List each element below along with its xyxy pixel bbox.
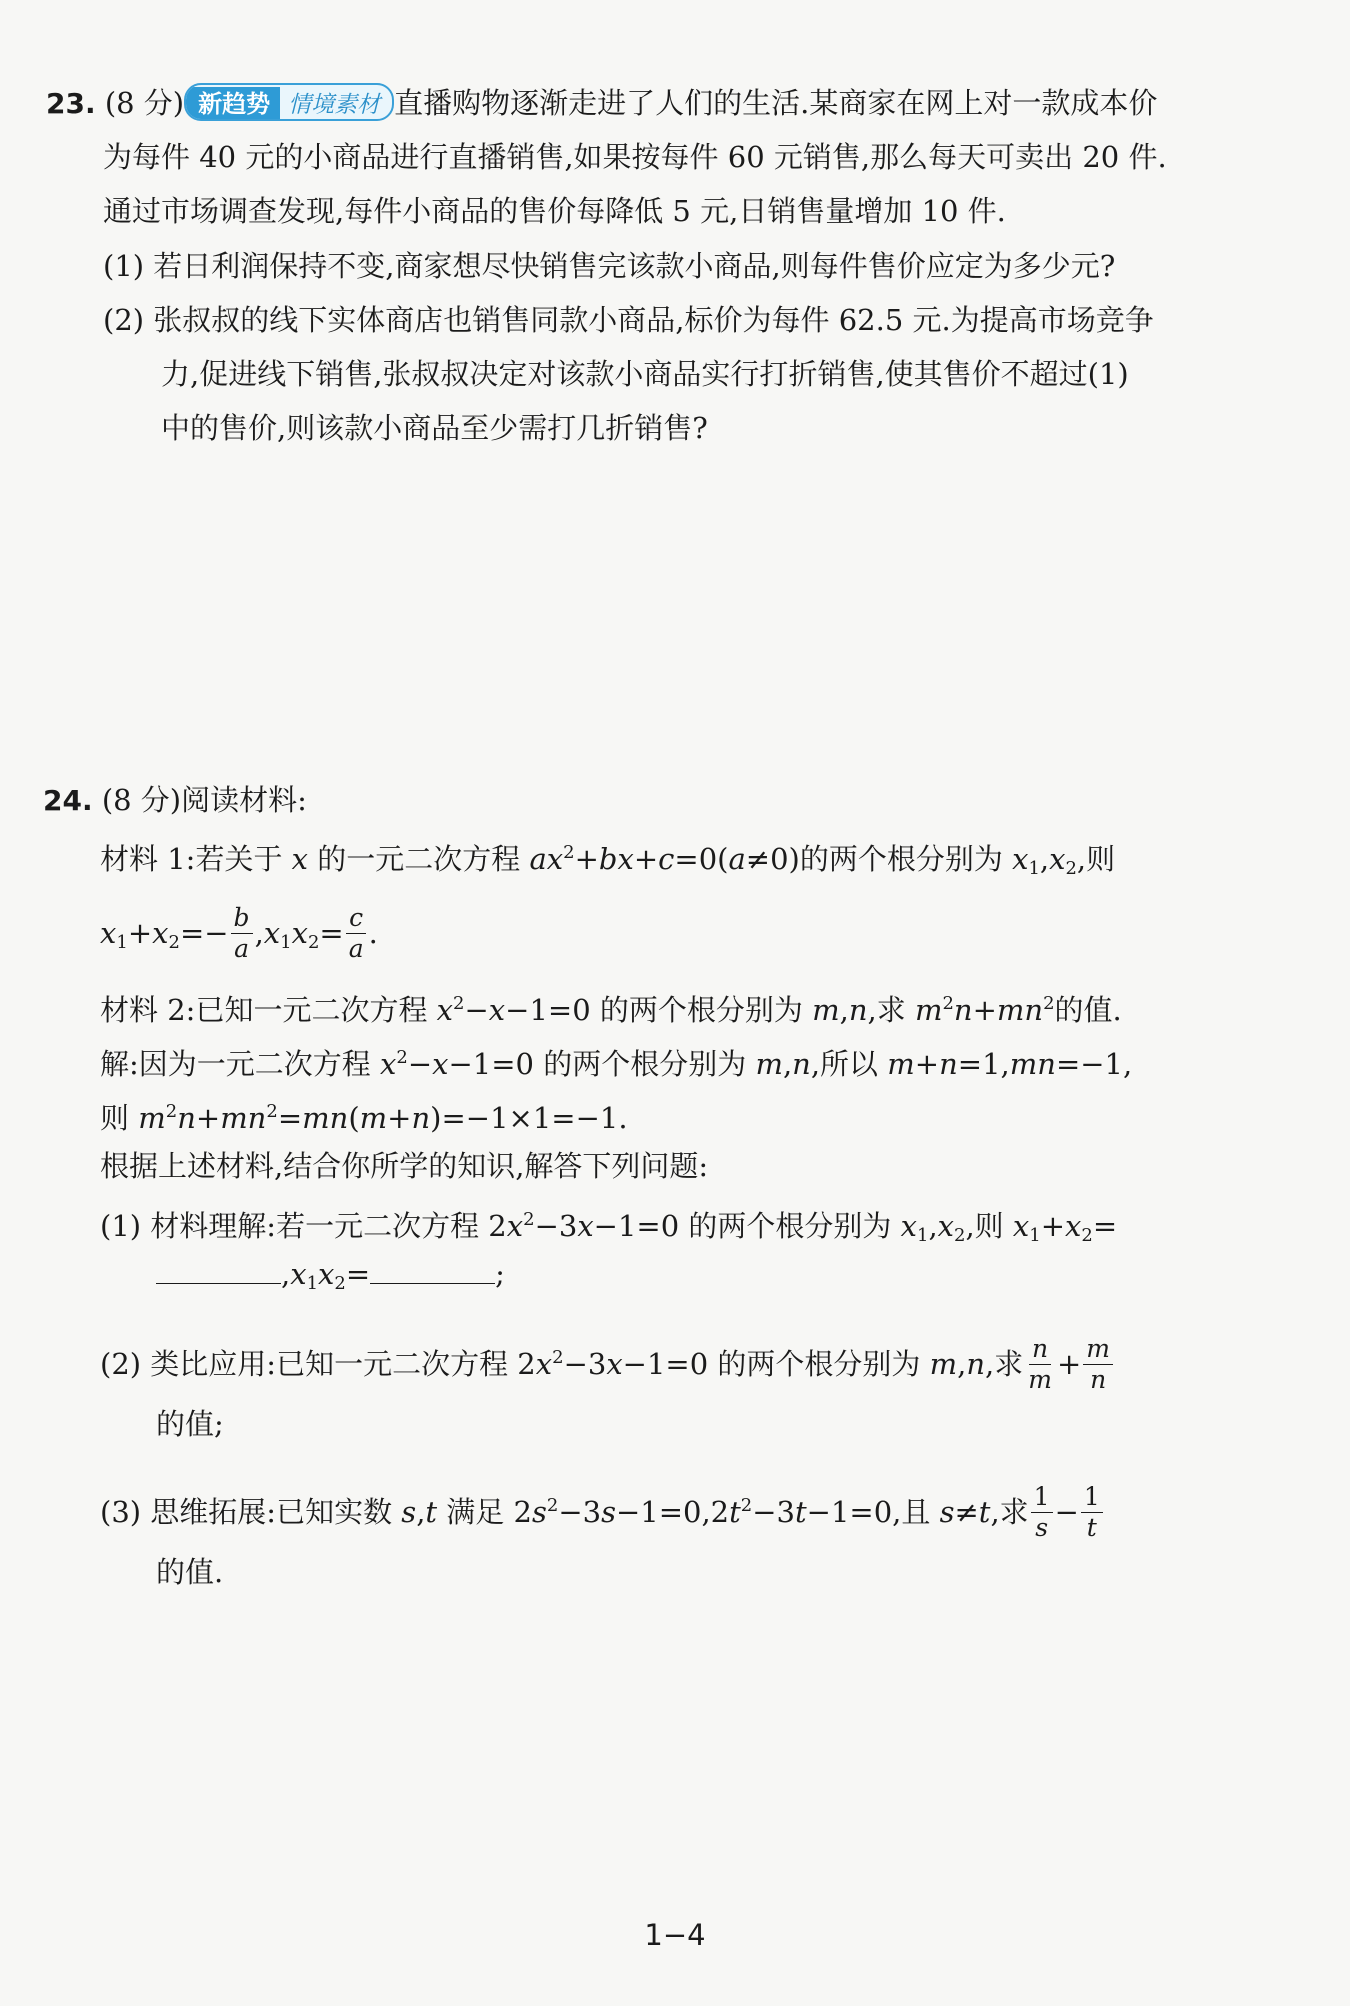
q24-material-1-line-2: $x_1+x_2=-$ $\frac{b}{a}$ $,x_1x_2=$ $\frac{c}{a}$ . (100, 902, 378, 963)
q24-part-3-line-1: (3) 思维拓展:已知实数 s,t 满足 $2s^2-3s-1=0,2t^2-3t-1=0$,且 s≠t,求 $\frac{1}{s}$ − $\frac{1}{t}$ (100, 1476, 1105, 1545)
page-number: 1−4 (644, 1918, 706, 1952)
q23-number: 23. (46, 87, 96, 120)
q24-part-3-line-2: 的值. (156, 1555, 224, 1589)
q23-stem-1: 直播购物逐渐走进了人们的生活.某商家在网上对一款成本价 (394, 86, 1158, 120)
q24-number: 24. (43, 784, 93, 817)
fraction-c-over-a: $\frac{c}{a}$ (346, 903, 367, 964)
fraction-m-over-n: $\frac{m}{n}$ (1083, 1334, 1113, 1395)
badge-trend: 新趋势 (186, 87, 280, 121)
q23-score: (8 分) (104, 86, 185, 120)
fraction-n-over-m: $\frac{n}{m}$ (1028, 1333, 1052, 1394)
q24-material-1-line-1: 材料 1:若关于 x 的一元二次方程 $ax^2+bx+c=0(a\ne 0)$的两个根分别为 $x_1,x_2$,则 (100, 842, 1116, 879)
q23-part-2-line-3: 中的售价,则该款小商品至少需打几折销售? (161, 411, 708, 445)
q23-stem-2: 为每件 40 元的小商品进行直播销售,如果按每件 60 元销售,那么每天可卖出 20 件. (103, 140, 1167, 174)
fraction-1-over-s: $\frac{1}{s}$ (1031, 1482, 1053, 1543)
q24-instruction: 根据上述材料,结合你所学的知识,解答下列问题: (100, 1149, 709, 1183)
q24-solution-line-2: 则 $m^2n+mn^2=mn(m+n)=-1\times 1=-1$. (100, 1101, 628, 1135)
answer-blank-product[interactable] (370, 1255, 495, 1284)
q23-stem-3: 通过市场调查发现,每件小商品的售价每降低 5 元,日销售量增加 10 件. (103, 194, 1006, 228)
q24-score: (8 分) (101, 783, 182, 817)
fraction-b-over-a: $\frac{b}{a}$ (231, 903, 253, 964)
q24-line-1 (43, 780, 307, 821)
q24-solution-line-1: 解:因为一元二次方程 $x^2-x-1=0$ 的两个根分别为 m,n,所以 m+n=1,mn=−1, (100, 1047, 1133, 1081)
q24-part-2-line-1: (2) 类比应用:已知一元二次方程 $2x^2-3x-1=0$ 的两个根分别为 m,n,求 $\frac{n}{m}$ + $\frac{m}{n}$ (100, 1328, 1115, 1397)
badge-topic: 情境素材 (288, 92, 381, 118)
q23-part-1: (1) 若日利润保持不变,商家想尽快销售完该款小商品,则每件售价应定为多少元? (103, 249, 1116, 283)
q24-intro: 阅读材料: (181, 783, 307, 817)
q23-badge (184, 83, 394, 121)
q23-part-2-line-1: (2) 张叔叔的线下实体商店也销售同款小商品,标价为每件 62.5 元.为提高市场竞争 (103, 303, 1154, 337)
q23-part-2-line-2: 力,促进线下销售,张叔叔决定对该款小商品实行打折销售,使其售价不超过(1) (161, 357, 1129, 391)
q23-line-1 (46, 83, 1157, 124)
q24-part-1-line-2: $,x_1x_2=$ ; (156, 1254, 505, 1304)
q24-part-2-line-2: 的值; (156, 1407, 224, 1441)
q24-material-2: 材料 2:已知一元二次方程 $x^2-x-1=0$ 的两个根分别为 m,n,求 $m^2n+mn^2$的值. (100, 993, 1122, 1027)
answer-blank-sum[interactable] (156, 1255, 281, 1284)
q24-part-1-line-1: (1) 材料理解:若一元二次方程 $2x^2-3x-1=0$ 的两个根分别为 $x_1,x_2$,则 $x_1+x_2=$ (100, 1209, 1118, 1246)
fraction-1-over-t: $\frac{1}{t}$ (1081, 1482, 1103, 1543)
